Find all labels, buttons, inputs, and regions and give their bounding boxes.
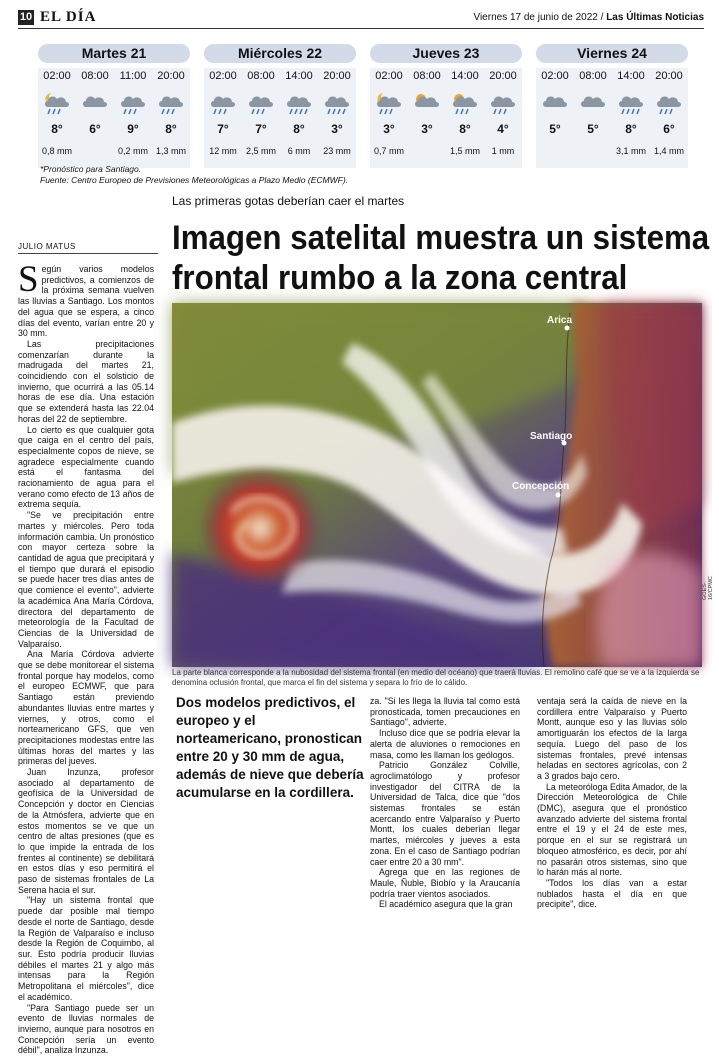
paragraph: Lo cierto es que cualquier gota que caiga en el centro del país, especialmente copos de nieve, se agradece especialmente cuando está el fantasma del racionamiento de agua para el verano como efecto de 13 años de extrema sequía. [18, 424, 154, 510]
forecast-slot [152, 68, 190, 168]
marker-arica [565, 326, 570, 331]
forecast-time: 08:00 [81, 70, 109, 82]
cloud-sun-icon [412, 90, 442, 116]
forecast-time: 11:00 [119, 70, 147, 82]
forecast-notes [40, 164, 348, 186]
forecast-note-location: *Pronóstico para Santiago. [40, 164, 142, 174]
forecast-temperature: 8° [51, 122, 63, 136]
forecast-time: 02:00 [43, 70, 71, 82]
paragraph: za. "Si les llega la lluvia tal como está pronosticada, tomen precauciones en Santiago", advierte. [370, 696, 520, 728]
forecast-time: 14:00 [451, 70, 479, 82]
forecast-temperature: 8° [165, 122, 177, 136]
forecast-temperature: 3° [331, 122, 343, 136]
forecast-slot [242, 68, 280, 168]
paragraph: "Se ve precipitación entre martes y miércoles. Pero toda información cambia. Un pronóstico con mayor certeza sobre la cantidad de agua que precipitará y el tiempo que durará el episodio se puede hacer tres días antes de que comience el evento", advierte la académica Ana María Córdova, directora del departamento de meteorología de la Facultad de Ciencias de la Universidad de Valparaíso. [18, 510, 154, 649]
forecast-slot [38, 68, 76, 168]
article-kicker: Las primeras gotas deberían caer el martes [172, 194, 405, 208]
forecast-precipitation: 1,3 mm [155, 146, 186, 156]
cloud-icon [578, 90, 608, 116]
paragraph: La meteoróloga Edita Amador, de la Dirección Meteorológica de Chile (DMC), asegura que el pronóstico avanzado advierte del sistema frontal entre el 19 y el 24 de este mes, porque en el sur se registrará un bloqueo atmosférico, es decir, por ahí no pasarán otros sistemas, sino que lo harán más al norte. [537, 781, 687, 878]
forecast-precipitation: 3,1 mm [615, 146, 646, 156]
forecast-temperature: 3° [421, 122, 433, 136]
forecast-slot [408, 68, 446, 168]
forecast-time: 20:00 [655, 70, 683, 82]
forecast-slot [370, 68, 408, 168]
forecast-day-name: Jueves 23 [370, 44, 522, 63]
paragraph: Ana María Córdova advierte que se debe monitorear el sistema frontal porque hay modelos, como el europeo ECMWF, que para Santiago están previendo abundantes lluvias entre martes y viernes, y otros, como el norteamericano GFS, que ven precipitaciones modestas entre las últimas horas del martes y las primeras del jueves. [18, 649, 154, 767]
forecast-precipitation: 0,8 mm [41, 146, 72, 156]
forecast-temperature: 7° [217, 122, 229, 136]
forecast-temperature: 6° [89, 122, 101, 136]
forecast-precipitation: 2,5 mm [245, 146, 276, 156]
label-arica: Arica [547, 315, 573, 326]
issue-date: Viernes 17 de junio de 2022 [473, 12, 598, 23]
cloud-rain-icon [654, 90, 684, 116]
forecast-temperature: 4° [497, 122, 509, 136]
dateline-separator: / [600, 12, 604, 23]
article-column-4 [537, 696, 687, 910]
forecast-slot [650, 68, 688, 168]
forecast-precipitation: 0,7 mm [373, 146, 404, 156]
forecast-time: 08:00 [413, 70, 441, 82]
cloud-rain-icon [488, 90, 518, 116]
cloud-rain-icon [118, 90, 148, 116]
forecast-temperature: 9° [127, 122, 139, 136]
paragraph: "Hay un sistema frontal que puede dar posible mal tiempo desde el norte de Santiago, desde la Región de Valparaíso e incluso desde la Región de Coquimbo, al sur. Esto podría producir lluvias débiles el martes 21 y algo más intensas para la Región Metropolitana el miércoles", dice el académico. [18, 895, 154, 1002]
forecast-precipitation: 1 mm [491, 146, 515, 156]
forecast-day [38, 44, 190, 168]
forecast-day [204, 44, 356, 168]
forecast-temperature: 5° [549, 122, 561, 136]
forecast-temperature: 3° [383, 122, 395, 136]
forecast-temperature: 7° [255, 122, 267, 136]
forecast-slot [484, 68, 522, 168]
article-column-3 [370, 696, 520, 910]
satellite-image [172, 303, 702, 667]
forecast-day-name: Miércoles 22 [204, 44, 356, 63]
forecast-day [370, 44, 522, 168]
cloud-rain-icon [156, 90, 186, 116]
paragraph: Juan Inzunza, profesor asociado al departamento de geofísica de la Universidad de Concepción y doctor en Ciencias de la Atmósfera, advierte que en estos momentos se ve que un centro de altas presiones (que es lo que impide la entrada de los frentes al continente) se debilitará en estos días y eso permitirá el paso de sistemas frontales de La Serena hacia el sur. [18, 767, 154, 895]
forecast-precipitation: 6 mm [287, 146, 311, 156]
forecast-precipitation: 1,5 mm [449, 146, 480, 156]
forecast-time: 08:00 [247, 70, 275, 82]
cloud-rain-moon-icon [374, 90, 404, 116]
forecast-time: 20:00 [489, 70, 517, 82]
cloud-rain-moon-icon [42, 90, 72, 116]
paragraph: Las precipitaciones comenzarían durante la madrugada del martes 21, coincidiendo con el solsticio de invierno, que ocurrirá a las 05.14 horas de ese día. Una estación que se extenderá hasta las 22.04 horas del 22 de septiembre. [18, 338, 154, 424]
paragraph: Agrega que en las regiones de Maule, Ñuble, Biobío y la Araucanía podría traer vientos asociados. [370, 867, 520, 899]
image-caption: La parte blanca corresponde a la nubosidad del sistema frontal (en medio del océano) que traerá lluvias. El remolino café que se ve a la izquierda se denomina oclusión frontal, que marca el fin del sistema y separa lo frío de lo cálido. [172, 668, 700, 687]
forecast-slot [280, 68, 318, 168]
paragraph: "Para Santiago puede ser un evento de lluvias normales de invierno, aunque para nosotros en Concepción sería un evento débil", analiza Inzunza. [18, 1002, 154, 1056]
forecast-day-name: Martes 21 [38, 44, 190, 63]
label-santiago: Santiago [530, 431, 573, 442]
forecast-slot [204, 68, 242, 168]
page-header [18, 10, 704, 29]
forecast-note-source: Fuente: Centro Europeo de Previsiones Meteorológicas a Plazo Medio (ECMWF). [40, 175, 349, 185]
forecast-time: 14:00 [285, 70, 313, 82]
forecast-slot [574, 68, 612, 168]
forecast-slot [318, 68, 356, 168]
marker-concepcion [556, 493, 561, 498]
drop-cap: S [18, 259, 39, 300]
forecast-slot [446, 68, 484, 168]
forecast-precipitation: 0,2 mm [117, 146, 148, 156]
byline: JULIO MATUS [18, 242, 158, 254]
cloud-rain-icon [208, 90, 238, 116]
forecast-time: 08:00 [579, 70, 607, 82]
paragraph: El académico asegura que la gran [379, 899, 513, 910]
cloud-icon [80, 90, 110, 116]
publication-name: Las Últimas Noticias [606, 12, 704, 23]
paragraph: Patricio González Colville, agroclimatólogo y profesor investigador del CITRA de la Universidad de Talca, dice que "dos sistemas frontales se están acercando entre Valparaíso y Puerto Montt, los cuales deberían llegar martes, miércoles y jueves a esta zona. En el caso de Santiago podrían caer entre 20 a 30 mm". [370, 760, 520, 867]
paragraph: Incluso dice que se podría elevar la alerta de aluviones o remociones en masa, como les llaman los geólogos. [370, 728, 520, 760]
forecast-day [536, 44, 688, 168]
forecast-temperature: 5° [587, 122, 599, 136]
forecast-day-name: Viernes 24 [536, 44, 688, 63]
cloud-heavy-rain-icon [322, 90, 352, 116]
article-column-1 [18, 259, 154, 1056]
page-number: 10 [19, 11, 33, 23]
paragraph: Según varios modelos predictivos, a comienzos de la próxima semana vuelven las lluvias a Santiago. Los montos del agua que se espera, a cinco días del evento, varían entre 20 y 30 mm. [18, 259, 154, 339]
forecast-time: 20:00 [157, 70, 185, 82]
forecast-slot [114, 68, 152, 168]
forecast-precipitation: 1,4 mm [653, 146, 684, 156]
forecast-precipitation: 12 mm [209, 146, 237, 156]
forecast-time: 02:00 [209, 70, 237, 82]
forecast-time: 20:00 [323, 70, 351, 82]
cloud-sun-rain-icon [450, 90, 480, 116]
forecast-slot [76, 68, 114, 168]
cloud-heavy-rain-icon [616, 90, 646, 116]
label-concepcion: Concepción [512, 481, 570, 492]
image-credit: GOES-16/CPMC [702, 576, 714, 600]
forecast-time: 14:00 [617, 70, 645, 82]
forecast-temperature: 8° [459, 122, 471, 136]
paragraph: ventaja será la caída de nieve en la cordillera entre Valparaíso y Puerto Montt, aunque eso y las lluvias sólo amortiguarán los efectos de la larga sequía. Luego del paso de los sistemas frontales, prevé intensas heladas en sectores agrícolas, con 2 a 3 grados bajo cero. [537, 696, 687, 781]
forecast-slot [536, 68, 574, 168]
header-dateline [473, 12, 704, 23]
forecast-temperature: 8° [625, 122, 637, 136]
forecast-precipitation: 23 mm [323, 146, 351, 156]
article-headline [172, 218, 710, 298]
paragraph: "Todos los días van a estar nublados hasta el día en que precipite", dice. [537, 877, 687, 910]
cloud-icon [540, 90, 570, 116]
headline-line-2: frontal rumbo a la zona central [172, 259, 628, 297]
forecast-slot [612, 68, 650, 168]
forecast-temperature: 6° [663, 122, 675, 136]
forecast-temperature: 8° [293, 122, 305, 136]
pull-quote: Dos modelos predictivos, el europeo y el norteamericano, pronostican entre 20 y 30 mm de agua, además de nieve que debería acumularse en la cordillera. [176, 695, 364, 800]
section-name: EL DÍA [40, 9, 97, 25]
cloud-rain-icon [246, 90, 276, 116]
cloud-heavy-rain-icon [284, 90, 314, 116]
forecast-time: 02:00 [541, 70, 569, 82]
forecast-time: 02:00 [375, 70, 403, 82]
headline-line-1: Imagen satelital muestra un sistema [172, 219, 710, 257]
